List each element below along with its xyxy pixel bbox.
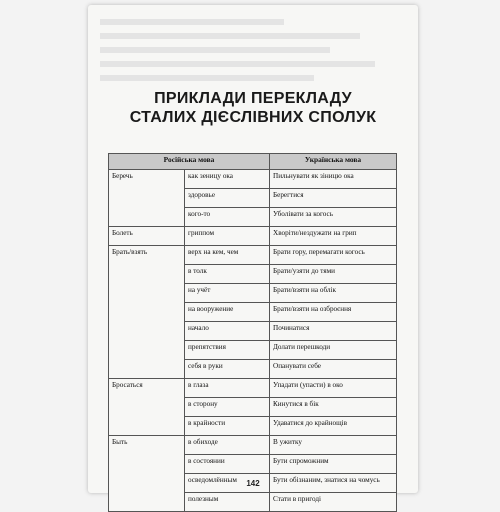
translation-cell: Кинутися в бік [270, 398, 397, 417]
phrase-cell: гриппом [185, 227, 270, 246]
translation-cell: Долати перешкоди [270, 341, 397, 360]
phrase-cell: в сторону [185, 398, 270, 417]
translation-cell: В ужитку [270, 436, 397, 455]
table-row [109, 436, 397, 455]
verb-cell: Бросаться [109, 379, 185, 436]
translation-cell: Берегтися [270, 189, 397, 208]
phrase-cell: в толк [185, 265, 270, 284]
phrase-cell: на вооружение [185, 303, 270, 322]
phrase-cell: здоровье [185, 189, 270, 208]
phrase-cell: в состоянии [185, 455, 270, 474]
table-row [109, 379, 397, 398]
translation-cell: Брати/взяти на озброєння [270, 303, 397, 322]
translation-cell: Брати/взяти на облік [270, 284, 397, 303]
phrase-cell: в крайности [185, 417, 270, 436]
verb-cell: Болеть [109, 227, 185, 246]
phrase-cell: на учёт [185, 284, 270, 303]
verb-cell: Брать/взять [109, 246, 185, 379]
translation-cell: Стати в пригоді [270, 493, 397, 512]
translation-table [108, 153, 397, 512]
phrase-cell: в глаза [185, 379, 270, 398]
page-title [88, 89, 418, 127]
phrase-cell: как зеницу ока [185, 170, 270, 189]
table-row [109, 170, 397, 189]
header-ukrainian: Українська мова [270, 154, 397, 170]
verb-cell: Беречь [109, 170, 185, 227]
translation-cell: Брати/узяти до тями [270, 265, 397, 284]
table-row [109, 227, 397, 246]
phrase-cell: полезным [185, 493, 270, 512]
phrase-cell: себя в руки [185, 360, 270, 379]
translation-cell: Починатися [270, 322, 397, 341]
header-russian: Російська мова [109, 154, 270, 170]
title-line-1: ПРИКЛАДИ ПЕРЕКЛАДУ [154, 90, 352, 107]
phrase-cell: в обиходе [185, 436, 270, 455]
phrase-cell: начало [185, 322, 270, 341]
title-line-2: СТАЛИХ ДІЄСЛІВНИХ СПОЛУК [129, 109, 377, 126]
translation-cell: Удаватися до крайнощів [270, 417, 397, 436]
translation-cell: Уболівати за когось [270, 208, 397, 227]
phrase-cell: препятствия [185, 341, 270, 360]
translation-cell: Хворіти/нездужати на грип [270, 227, 397, 246]
translation-cell: Опанувати себе [270, 360, 397, 379]
translation-cell: Бути обізнаним, знатися на чомусь [270, 474, 397, 493]
translation-cell: Брати гору, перемагати когось [270, 246, 397, 265]
page-number: 142 [246, 479, 260, 488]
verb-cell: Быть [109, 436, 185, 512]
translation-cell: Бути спроможним [270, 455, 397, 474]
translation-cell: Пильнувати як зіницю ока [270, 170, 397, 189]
table-body [109, 170, 397, 512]
phrase-cell: верх на кем, чем [185, 246, 270, 265]
table-row [109, 246, 397, 265]
phrase-cell: кого-то [185, 208, 270, 227]
translation-cell: Упадати (упасти) в око [270, 379, 397, 398]
phrase-cell: осведомлённым [185, 474, 270, 493]
book-page [88, 5, 418, 503]
